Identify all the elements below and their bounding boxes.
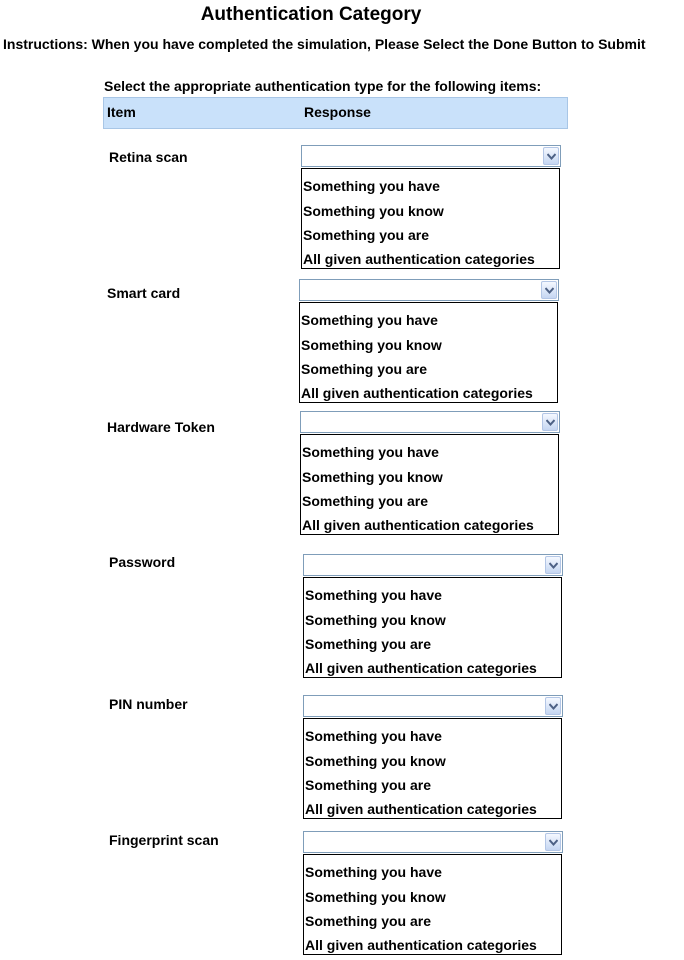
item-label-smart-card: Smart card	[107, 285, 181, 301]
options-list-pin-number[interactable]	[303, 718, 562, 819]
item-label-fingerprint-scan: Fingerprint scan	[109, 832, 219, 848]
response-select-smart-card[interactable]	[299, 279, 559, 301]
option-something-you-know[interactable]: Something you know	[301, 337, 442, 353]
option-something-you-know[interactable]: Something you know	[302, 469, 443, 485]
option-something-you-have[interactable]: Something you have	[303, 178, 440, 194]
option-all-categories[interactable]: All given authentication categories	[303, 251, 535, 267]
item-label-retina-scan: Retina scan	[109, 149, 188, 165]
chevron-down-icon	[545, 287, 554, 294]
dropdown-button[interactable]	[542, 413, 558, 431]
item-label-hardware-token: Hardware Token	[107, 419, 215, 435]
chevron-down-icon	[549, 703, 558, 710]
option-something-you-have[interactable]: Something you have	[305, 587, 442, 603]
dropdown-button[interactable]	[545, 697, 561, 715]
option-something-you-have[interactable]: Something you have	[305, 864, 442, 880]
dropdown-button[interactable]	[543, 147, 559, 165]
item-label-password: Password	[109, 554, 176, 570]
dropdown-button[interactable]	[545, 556, 561, 574]
response-select-hardware-token[interactable]	[300, 411, 560, 433]
option-all-categories[interactable]: All given authentication categories	[301, 385, 533, 401]
response-select-pin-number[interactable]	[303, 695, 563, 717]
option-something-you-are[interactable]: Something you are	[305, 913, 432, 929]
option-something-you-have[interactable]: Something you have	[301, 312, 438, 328]
option-all-categories[interactable]: All given authentication categories	[305, 801, 537, 817]
option-something-you-know[interactable]: Something you know	[305, 889, 446, 905]
option-all-categories[interactable]: All given authentication categories	[302, 517, 534, 533]
page-title: Authentication Category	[200, 4, 422, 25]
options-list-smart-card[interactable]	[299, 302, 558, 403]
response-select-password[interactable]	[303, 554, 563, 576]
chevron-down-icon	[549, 562, 558, 569]
option-something-you-know[interactable]: Something you know	[303, 203, 444, 219]
option-something-you-know[interactable]: Something you know	[305, 753, 446, 769]
dropdown-button[interactable]	[541, 281, 557, 299]
option-something-you-are[interactable]: Something you are	[303, 227, 430, 243]
option-something-you-are[interactable]: Something you are	[302, 493, 429, 509]
option-something-you-are[interactable]: Something you are	[301, 361, 428, 377]
chevron-down-icon	[546, 419, 555, 426]
option-something-you-have[interactable]: Something you have	[305, 728, 442, 744]
chevron-down-icon	[549, 839, 558, 846]
option-all-categories[interactable]: All given authentication categories	[305, 660, 537, 676]
instructions-text: Instructions: When you have completed the simulation, Please Select the Done Button to Submit	[3, 36, 646, 52]
option-something-you-are[interactable]: Something you are	[305, 636, 432, 652]
dropdown-button[interactable]	[545, 833, 561, 851]
response-select-fingerprint-scan[interactable]	[303, 831, 563, 853]
header-item-label: Item	[107, 104, 136, 120]
item-label-pin-number: PIN number	[109, 696, 188, 712]
chevron-down-icon	[547, 153, 556, 160]
options-list-password[interactable]	[303, 577, 562, 678]
option-something-you-know[interactable]: Something you know	[305, 612, 446, 628]
option-something-you-are[interactable]: Something you are	[305, 777, 432, 793]
prompt-text: Select the appropriate authentication type for the following items:	[104, 78, 542, 94]
options-list-hardware-token[interactable]	[300, 434, 559, 535]
option-all-categories[interactable]: All given authentication categories	[305, 937, 537, 953]
header-response-label: Response	[304, 104, 371, 120]
option-something-you-have[interactable]: Something you have	[302, 444, 439, 460]
table-header	[103, 97, 568, 129]
options-list-retina-scan[interactable]	[301, 168, 560, 269]
options-list-fingerprint-scan[interactable]	[303, 854, 562, 955]
response-select-retina-scan[interactable]	[301, 145, 561, 167]
